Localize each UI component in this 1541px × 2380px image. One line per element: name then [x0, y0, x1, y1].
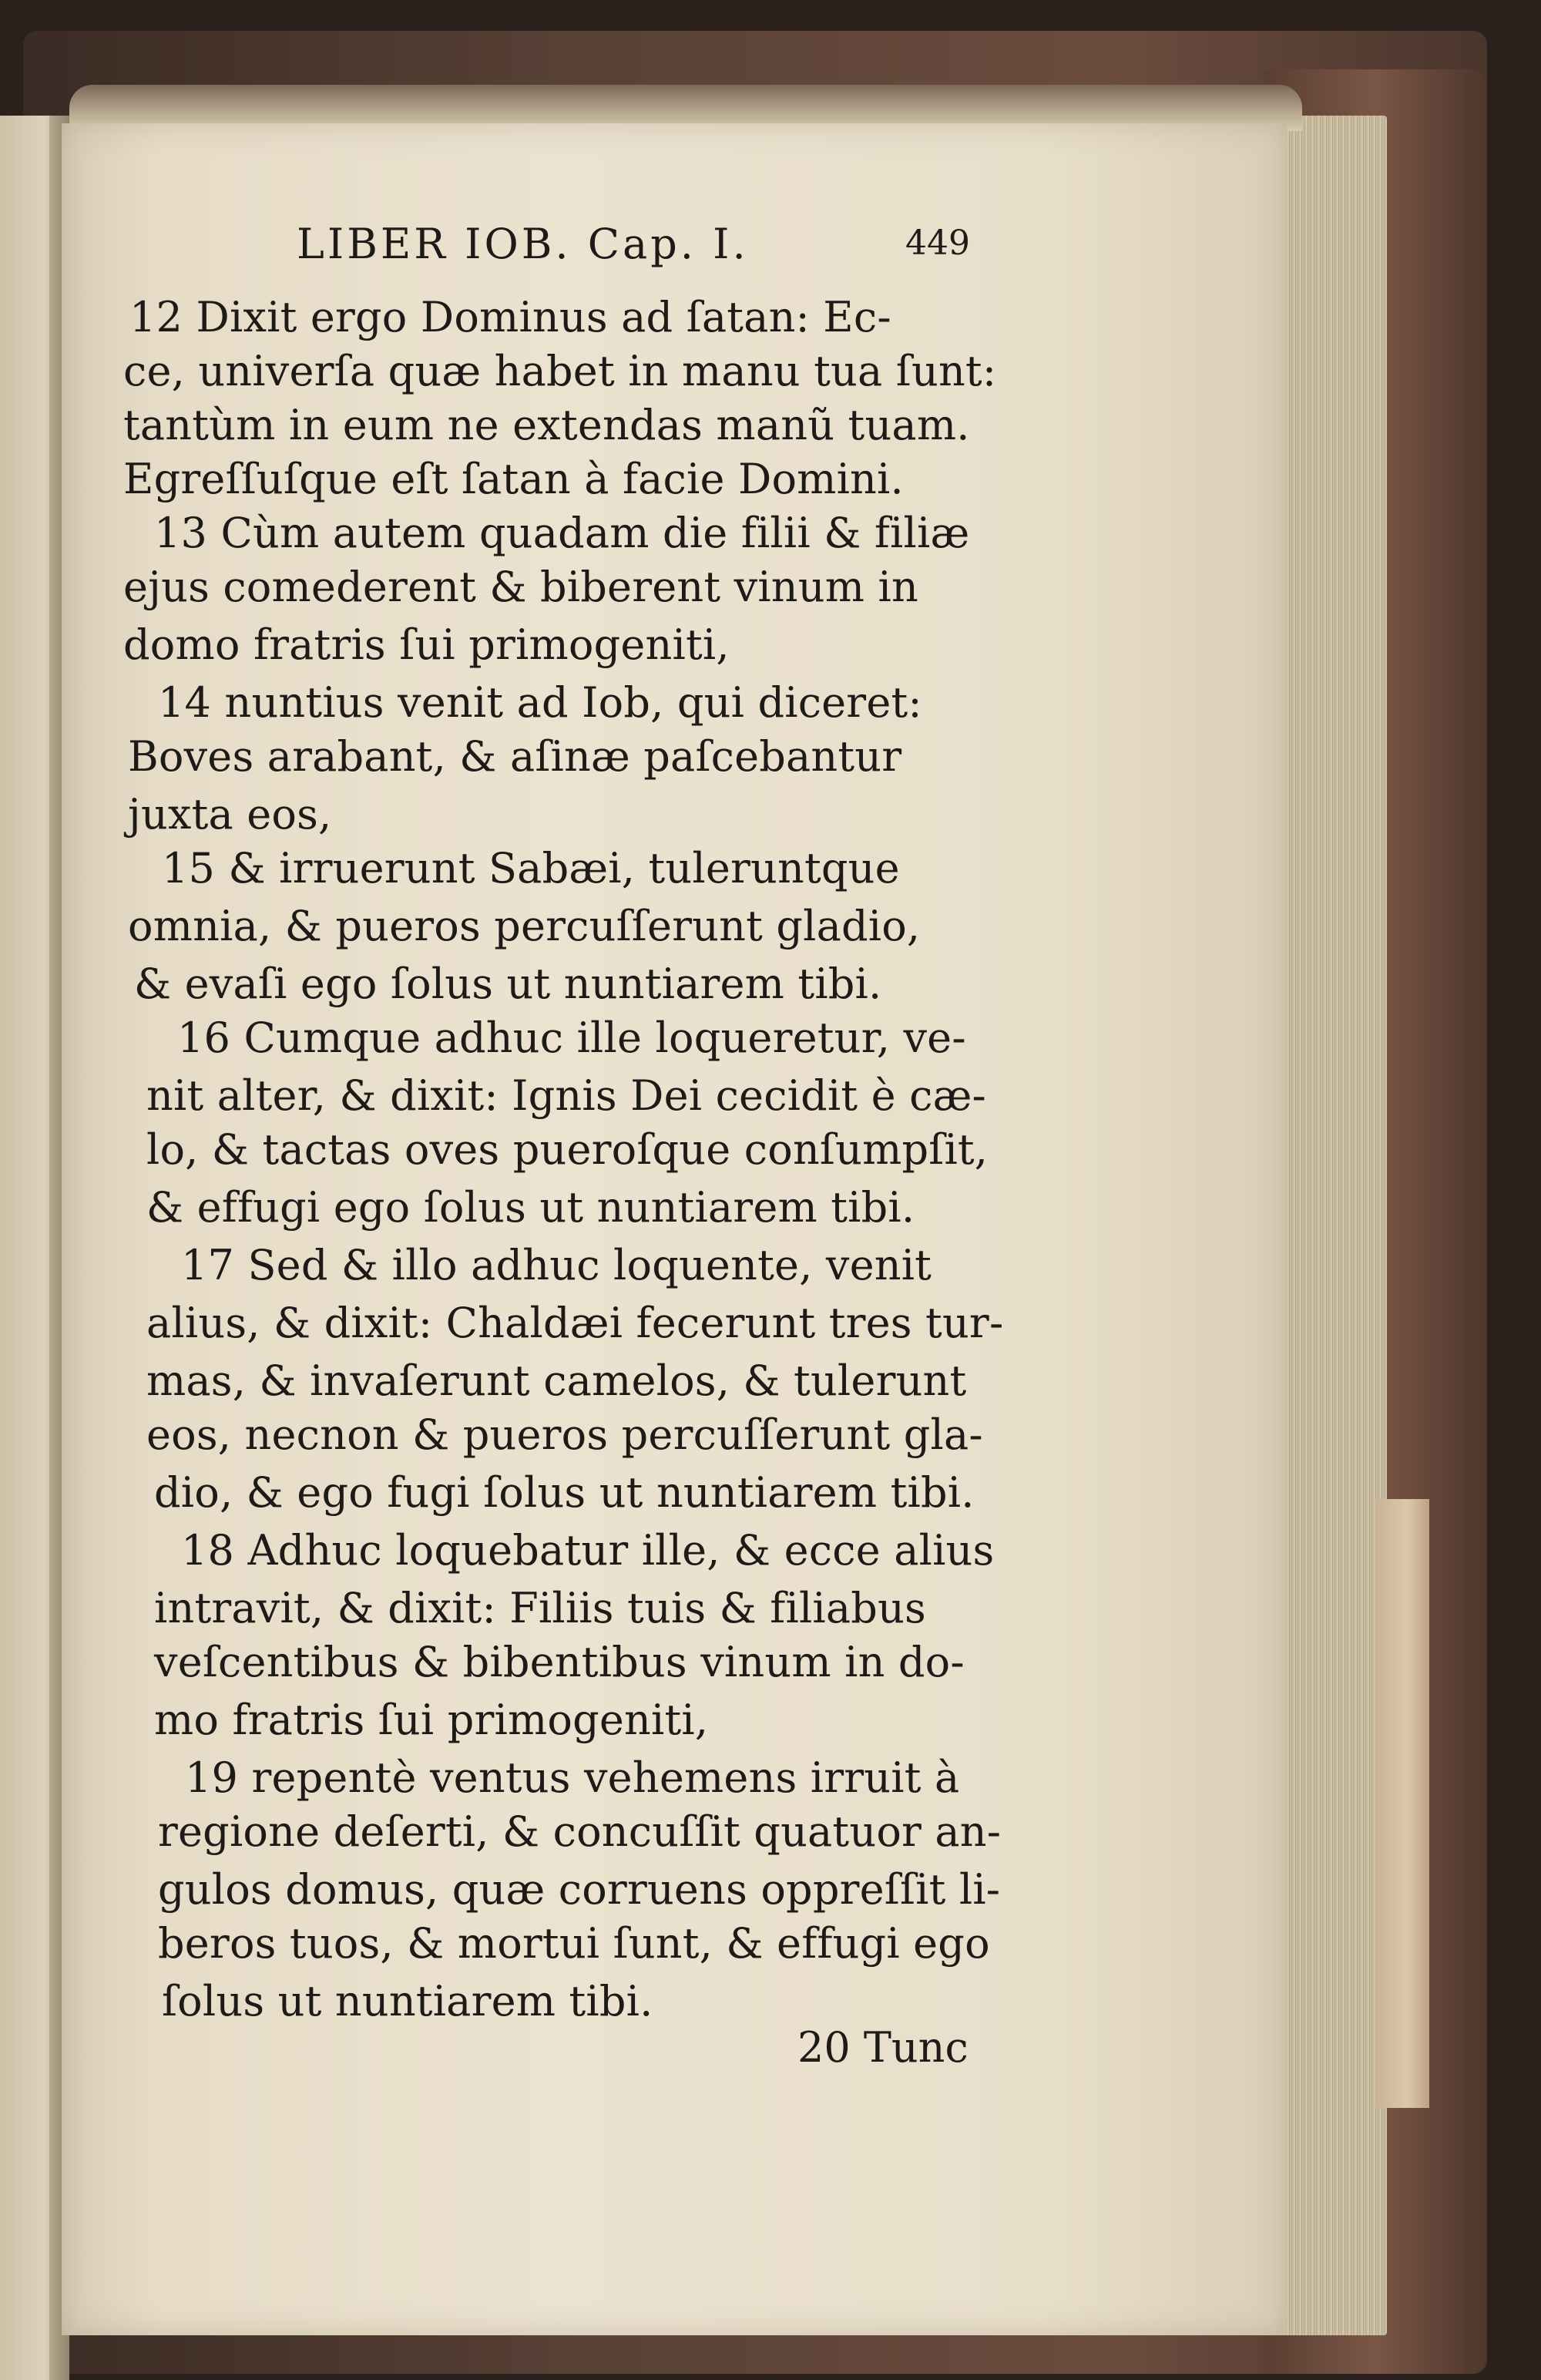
text-line: ejus comederent & biberent vinum in: [123, 563, 918, 611]
text-line: gulos domus, quæ corruens oppreſſit li-: [158, 1865, 1001, 1914]
text-line: Boves arabant, & aſinæ paſcebantur: [128, 732, 902, 781]
text-line: & evaſi ego ſolus ut nuntiarem tibi.: [134, 960, 882, 1008]
text-line: 18 Adhuc loquebatur ille, & ecce alius: [181, 1526, 995, 1575]
text-line: 19 repentè ventus vehemens irruit à: [185, 1753, 960, 1802]
text-line: nit alter, & dixit: Ignis Dei cecidit è cæ-: [146, 1071, 986, 1120]
text-line: mas, & invaſerunt camelos, & tulerunt: [146, 1356, 967, 1405]
text-line: tantùm in eum ne extendas manũ tuam.: [123, 401, 970, 449]
text-line: ce, univerſa quæ habet in manu tua ſunt:: [123, 347, 997, 395]
text-line: 14 nuntius venit ad Iob, qui diceret:: [158, 678, 922, 727]
catchword: 20 Tunc: [797, 2023, 969, 2072]
text-line: 17 Sed & illo adhuc loquente, venit: [181, 1241, 932, 1289]
text-line: 12 Dixit ergo Dominus ad ſatan: Ec-: [129, 293, 891, 341]
text-line: alius, & dixit: Chaldæi fecerunt tres tur-: [146, 1299, 1004, 1347]
text-line: Egreſſuſque eſt ſatan à facie Domini.: [123, 455, 904, 503]
page-edges: [1271, 116, 1387, 2335]
running-head: LIBER IOB. Cap. I.: [297, 220, 749, 268]
text-line: regione deſerti, & concuſſit quatuor an-: [158, 1807, 1002, 1856]
text-line: eos, necnon & pueros percuſſerunt gla-: [146, 1410, 983, 1459]
text-line: ſolus ut nuntiarem tibi.: [162, 1977, 653, 2025]
text-line: lo, & tactas oves pueroſque conſumpſit,: [146, 1125, 989, 1174]
bookmark-strip: [1375, 1499, 1429, 2108]
text-line: & effugi ego ſolus ut nuntiarem tibi.: [146, 1183, 915, 1232]
text-line: domo fratris ſui primogeniti,: [123, 620, 730, 669]
text-line: omnia, & pueros percuſſerunt gladio,: [128, 902, 921, 950]
text-line: beros tuos, & mortui ſunt, & effugi ego: [158, 1919, 990, 1968]
text-line: dio, & ego fugi ſolus ut nuntiarem tibi.: [154, 1468, 975, 1517]
text-line: mo fratris ſui primogeniti,: [154, 1696, 709, 1744]
text-line: juxta eos,: [128, 790, 332, 839]
text-line: 16 Cumque adhuc ille loqueretur, ve-: [177, 1014, 966, 1062]
text-line: 13 Cùm autem quadam die filii & filiæ: [154, 509, 970, 557]
text-line: veſcentibus & bibentibus vinum in do-: [154, 1638, 965, 1686]
text-line: intravit, & dixit: Filiis tuis & filiabus: [154, 1584, 926, 1632]
page-number: 449: [905, 224, 970, 263]
text-line: 15 & irruerunt Sabæi, tuleruntque: [162, 844, 900, 892]
